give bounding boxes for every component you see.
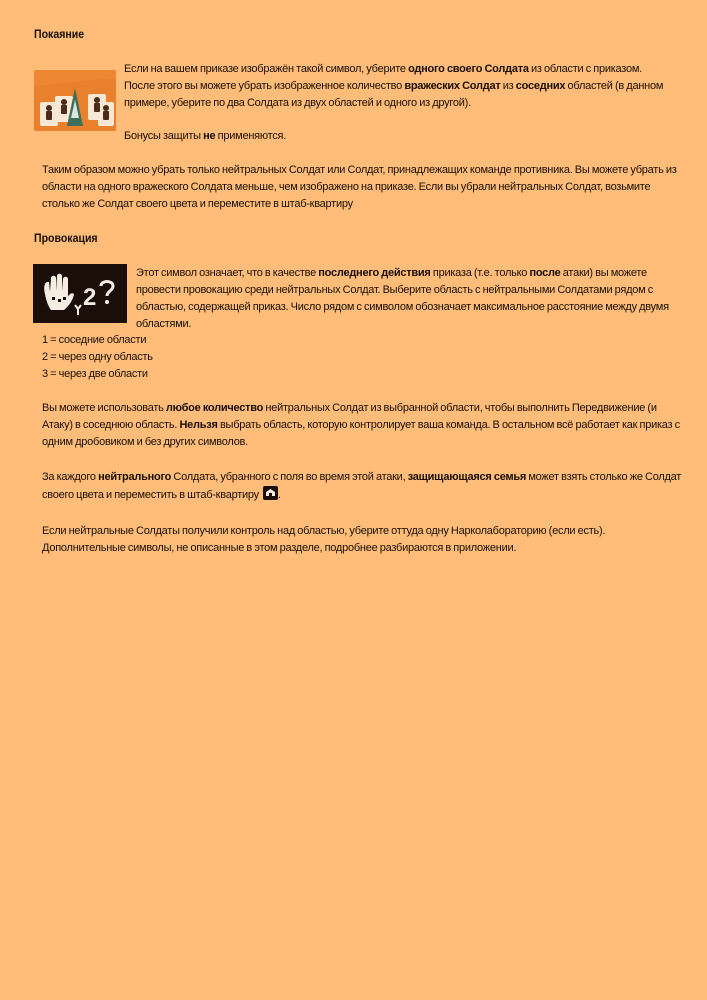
text-run: может взять столько же Солдат своего цвета и переместить в штаб-квартиру	[42, 471, 682, 501]
text-run: Вы можете использовать	[42, 402, 166, 414]
bold-run: одного своего Солдата	[408, 63, 529, 75]
text-line: Если нейтральные Солдаты получили контроль над областью, уберите оттуда одну Нарколабораторию (если есть).	[42, 525, 606, 537]
text-run: Солдата, убранного с поля во время этой атаки,	[171, 471, 408, 483]
list-item: 1 = соседние области	[42, 334, 147, 346]
penance-paragraph-2	[124, 128, 669, 145]
penance-symbol	[34, 70, 116, 131]
penance-heading: Покаяние	[34, 27, 85, 41]
bold-run: после	[529, 267, 561, 279]
provocation-paragraph-2	[42, 400, 682, 451]
provocation-symbol	[33, 264, 127, 323]
text-run: .	[277, 489, 281, 501]
text-line: Дополнительные символы, не описанные в этом разделе, подробнее разбираются в приложении.	[42, 542, 517, 554]
bold-run: вражеских Солдат	[404, 80, 501, 92]
text-run: применяются.	[215, 130, 287, 142]
provocation-icon	[33, 264, 127, 323]
text-run: За каждого	[42, 471, 99, 483]
bold-run: последнего действия	[318, 267, 431, 279]
bold-run: Нельзя	[179, 419, 218, 431]
provocation-heading: Провокация	[34, 231, 98, 245]
penance-icon	[34, 70, 116, 131]
penance-paragraph-1	[124, 61, 669, 112]
text-run: областей (в данном примере, уберите по два Солдата из двух областей и одного из другой).	[124, 80, 664, 109]
text-run: нейтральных Солдат из выбранной области, чтобы выполнить Передвижение (и Атаку) в соседнюю область.	[42, 402, 657, 431]
bold-run: нейтрального	[98, 471, 172, 483]
distance-list	[42, 332, 342, 383]
list-item: 3 = через две области	[42, 368, 148, 380]
headquarters-icon	[263, 486, 278, 500]
text-run: атаки) вы можете провести провокацию среди нейтральных Солдат. Выберите область с нейтральными Солдатами рядом с областью, содержащей приказ. Число рядом с символом обозначает максимальное расстояние между двумя областями.	[136, 267, 669, 330]
text-run: Если на вашем приказе изображён такой символ, уберите	[124, 63, 409, 75]
bold-run: не	[203, 130, 216, 142]
text-run: из области с приказом. После этого вы можете убрать изображенное количество	[124, 63, 642, 92]
text-run: из	[500, 80, 516, 92]
distance-number: 2	[83, 284, 97, 311]
list-item: 2 = через одну область	[42, 351, 153, 363]
text-run: Бонусы защиты	[124, 130, 204, 142]
text-run: выбрать область, которую контролирует ваша команда. В остальном всё работает как приказ с одним дробовиком и без других символов.	[42, 419, 680, 448]
provocation-paragraph-4	[42, 523, 682, 557]
bold-run: любое количество	[165, 402, 264, 414]
text-run: Этот символ означает, что в качестве	[136, 267, 319, 279]
provocation-paragraph-1	[136, 265, 681, 333]
penance-paragraph-3: Таким образом можно убрать только нейтральных Солдат или Солдат, принадлежащих команде противника. Вы можете убрать из области на одного вражеского Солдата меньше, чем изображено на приказе. Если вы убрали нейтральных Солдат, возьмите столько же Солдат своего цвета и переместите в штаб-квартиру	[42, 164, 677, 210]
text-run: приказа (т.е. только	[430, 267, 530, 279]
bold-run: защищающаяся семья	[407, 471, 527, 483]
bold-run: соседних	[515, 80, 566, 92]
provocation-paragraph-3	[42, 469, 682, 504]
